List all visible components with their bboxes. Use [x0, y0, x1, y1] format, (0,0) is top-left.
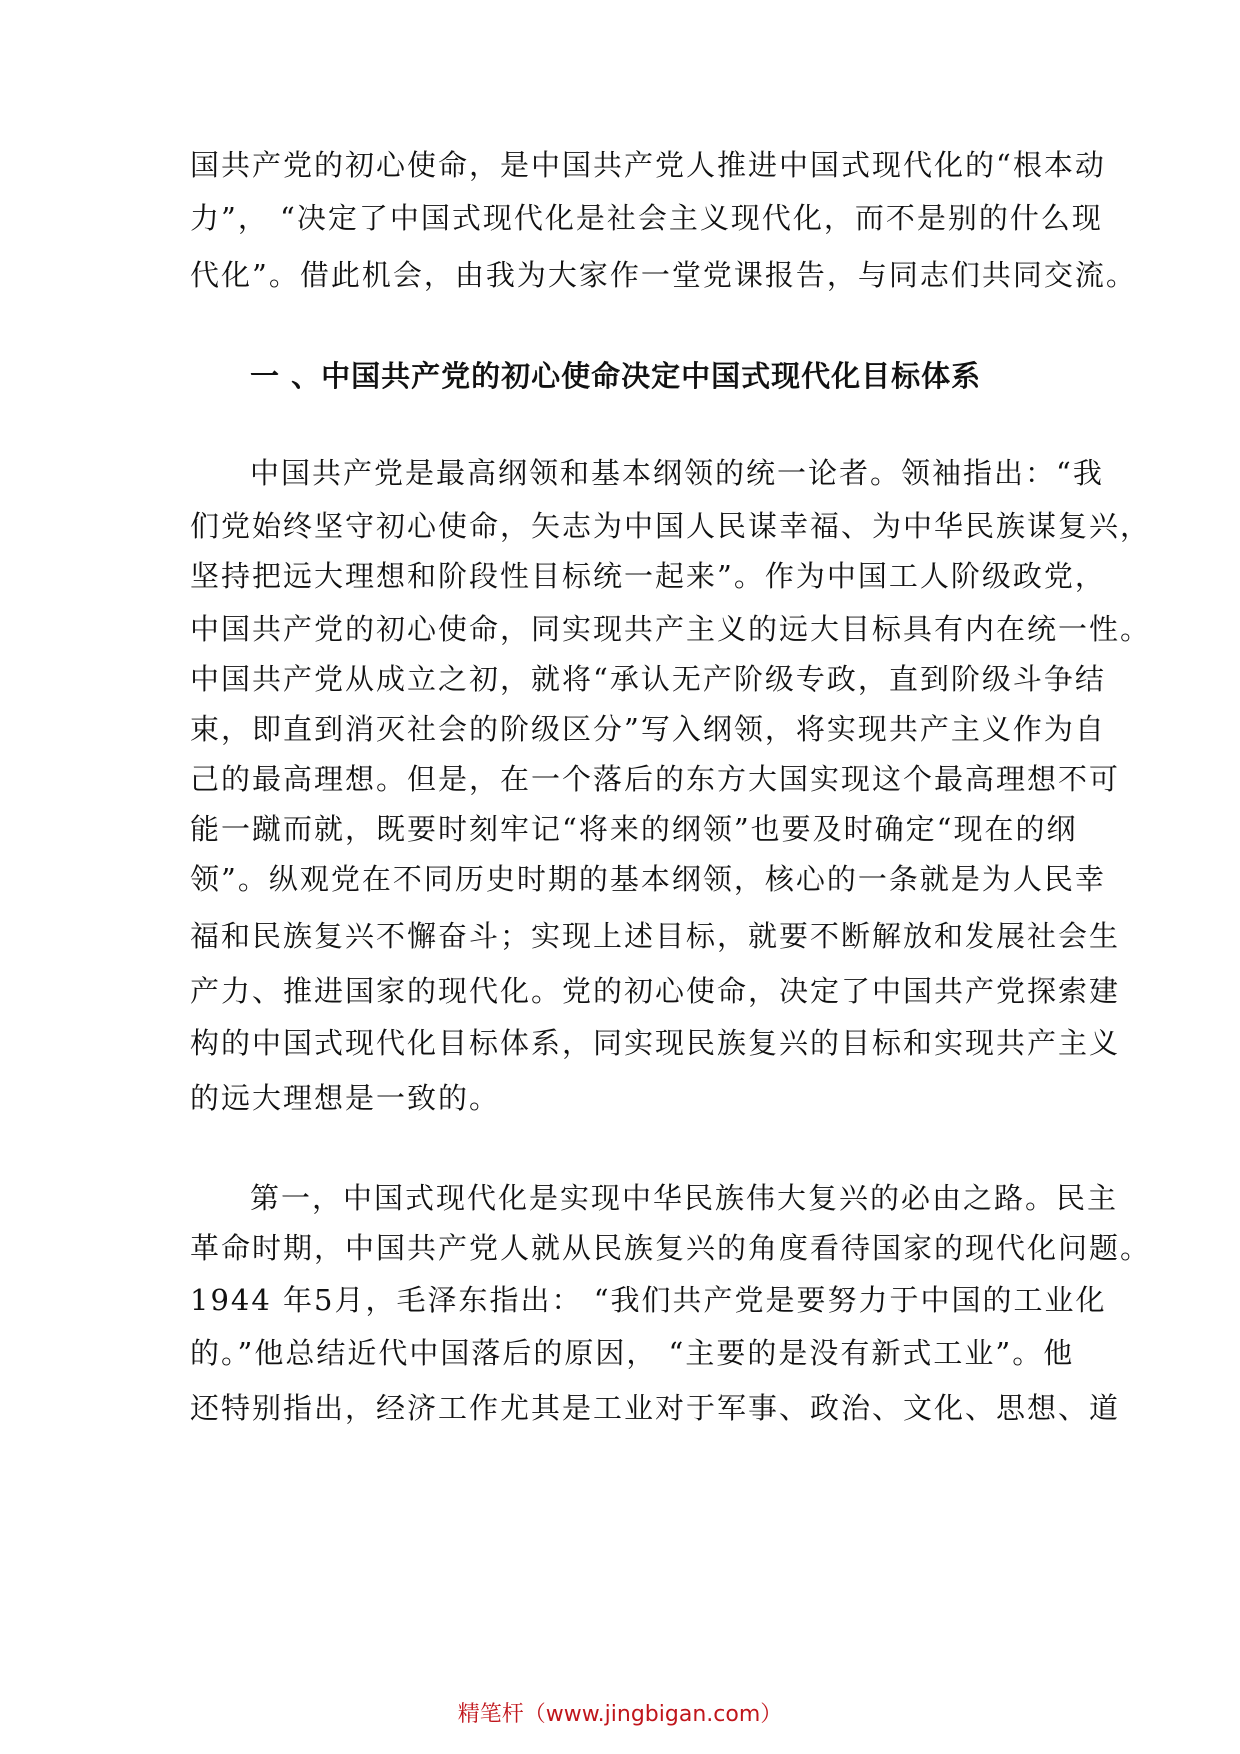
paragraph-line: 中国共产党从成立之初，就将“承认无产阶级专政，直到阶级斗争结 [190, 662, 1106, 696]
paragraph-line: 产力、推进国家的现代化。党的初心使命，决定了中国共产党探索建 [190, 974, 1121, 1008]
paragraph-line: 第一，中国式现代化是实现中华民族伟大复兴的必由之路。民主 [250, 1181, 1119, 1215]
paragraph-line: 的。”他总结近代中国落后的原因， “主要的是没有新式工业”。他 [190, 1336, 1075, 1370]
paragraph-line: 们党始终坚守初心使命，矢志为中国人民谋幸福、为中华民族谋复兴， [190, 509, 1152, 543]
section-heading: 一 、中国共产党的初心使命决定中国式现代化目标体系 [250, 359, 982, 393]
paragraph-line: 还特别指出，经济工作尤其是工业对于军事、政治、文化、思想、道 [190, 1391, 1121, 1425]
site-watermark-footer: 精笔杆（www.jingbigan.com） [457, 1702, 783, 1727]
paragraph-line: 己的最高理想。但是，在一个落后的东方大国实现这个最高理想不可 [190, 762, 1121, 796]
paragraph-line: 构的中国式现代化目标体系，同实现民族复兴的目标和实现共产主义 [190, 1026, 1121, 1060]
paragraph-line: 的远大理想是一致的。 [190, 1081, 501, 1115]
paragraph-line: 1944 年5月，毛泽东指出： “我们共产党是要努力于中国的工业化 [190, 1283, 1107, 1317]
paragraph-line: 领”。纵观党在不同历史时期的基本纲领，核心的一条就是为人民幸 [190, 862, 1106, 896]
intro-line: 力”， “决定了中国式现代化是社会主义现代化，而不是别的什么现 [190, 201, 1103, 235]
paragraph-line: 能一蹴而就，既要时刻牢记“将来的纲领”也要及时确定“现在的纲 [190, 812, 1078, 846]
intro-line: 国共产党的初心使命，是中国共产党人推进中国式现代化的“根本动 [190, 148, 1106, 182]
intro-line: 代化”。借此机会，由我为大家作一堂党课报告，与同志们共同交流。 [190, 258, 1137, 292]
paragraph-line: 革命时期，中国共产党人就从民族复兴的角度看待国家的现代化问题。 [190, 1231, 1152, 1265]
paragraph-line: 中国共产党是最高纲领和基本纲领的统一论者。领袖指出：“我 [250, 456, 1104, 490]
paragraph-line: 福和民族复兴不懈奋斗；实现上述目标，就要不断解放和发展社会生 [190, 919, 1121, 953]
paragraph-line: 束，即直到消灭社会的阶级区分”写入纲领，将实现共产主义作为自 [190, 712, 1106, 746]
paragraph-line: 坚持把远大理想和阶段性目标统一起来”。作为中国工人阶级政党， [190, 559, 1106, 593]
paragraph-line: 中国共产党的初心使命，同实现共产主义的远大目标具有内在统一性。 [190, 612, 1152, 646]
